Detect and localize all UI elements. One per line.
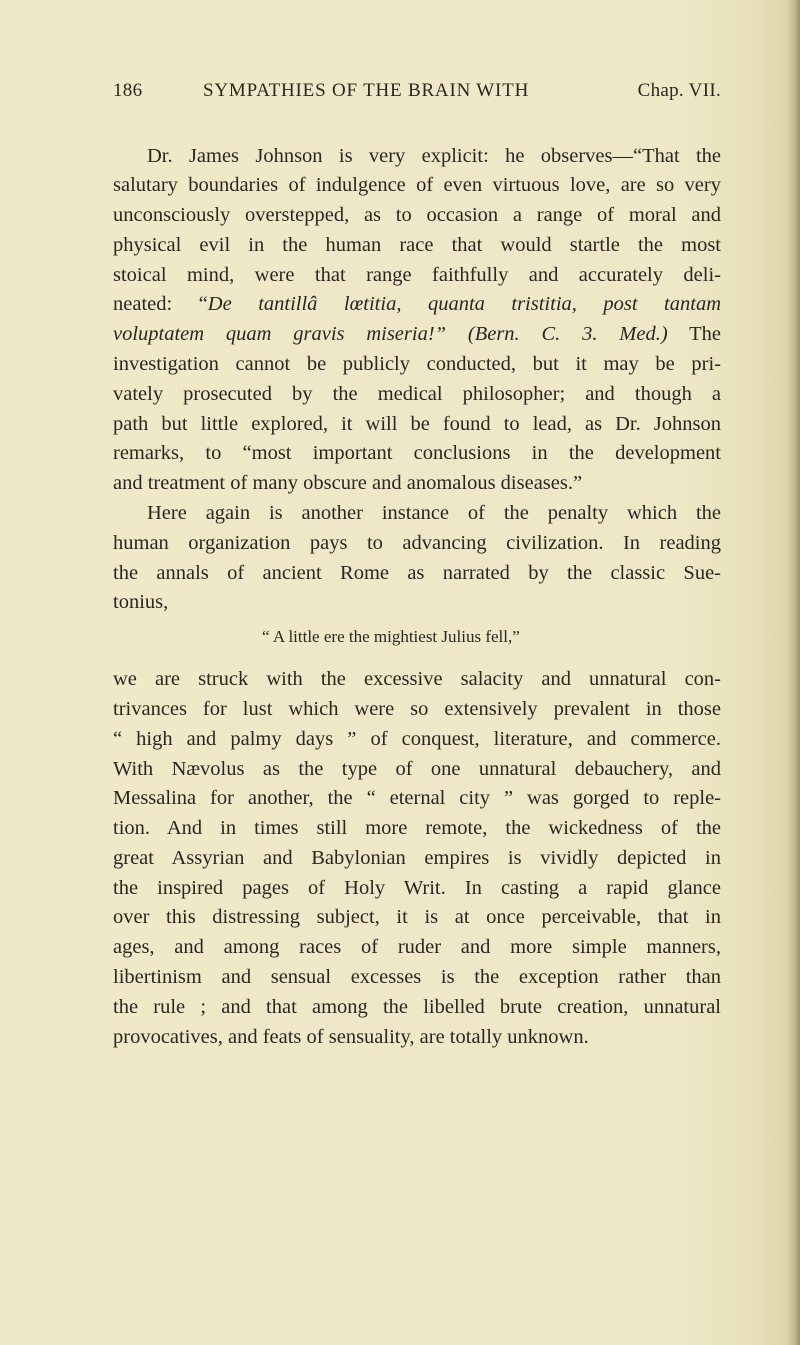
paragraph-1-line-9: vately prosecuted by the medical philosopher; and though a (113, 383, 721, 405)
paragraph-1-line-8: investigation cannot be publicly conducted, but it may be pri- (113, 353, 721, 375)
page-edge-shadow (786, 0, 800, 1345)
paragraph-1-line-3: unconsciously overstepped, as to occasion a range of moral and (113, 204, 721, 226)
paragraph-3-line-4: With Nævolus as the type of one unnatural debauchery, and (113, 758, 721, 780)
paragraph-1-line-1: Dr. James Johnson is very explicit: he observes—“That the (147, 145, 721, 167)
paragraph-3-line-7: great Assyrian and Babylonian empires is vividly depicted in (113, 847, 721, 869)
paragraph-2-line-2: human organization pays to advancing civilization. In reading (113, 532, 721, 554)
page-number: 186 (113, 80, 143, 101)
paragraph-3-line-1: we are struck with the excessive salacity and unnatural con- (113, 668, 721, 690)
paragraph-3-line-12: the rule ; and that among the libelled brute creation, unnatural (113, 996, 721, 1018)
paragraph-2-line-4: tonius, (113, 591, 169, 613)
chapter-label: Chap. VII. (637, 80, 721, 101)
paragraph-1-line-11: remarks, to “most important conclusions in the development (113, 442, 721, 464)
paragraph-3-line-2: trivances for lust which were so extensively prevalent in those (113, 698, 721, 720)
paragraph-3-line-3: “ high and palmy days ” of conquest, literature, and commerce. (113, 728, 721, 750)
paragraph-3-line-5: Messalina for another, the “ eternal city ” was gorged to reple- (113, 787, 721, 809)
paragraph-1-line-5: stoical mind, were that range faithfully and accurately deli- (113, 264, 721, 286)
line-7-end: The (689, 323, 721, 345)
paragraph-1-line-7 (113, 320, 721, 348)
paragraph-3-line-11: libertinism and sensual excesses is the exception rather than (113, 966, 721, 988)
paragraph-3-line-13: provocatives, and feats of sensuality, are totally unknown. (113, 1026, 589, 1048)
line-6-start: neated: “ (113, 293, 208, 315)
latin-quotation-part-2: voluptatem quam gravis miseria!” (113, 323, 447, 345)
paragraph-2-line-3: the annals of ancient Rome as narrated by the classic Sue- (113, 562, 721, 584)
citation: (Bern. C. 3. Med.) (467, 323, 668, 345)
paragraph-2-line-1: Here again is another instance of the penalty which the (147, 502, 721, 524)
paragraph-1-line-10: path but little explored, it will be found to lead, as Dr. Johnson (113, 413, 721, 435)
running-header (113, 80, 721, 110)
paragraph-1-line-6 (113, 290, 721, 318)
verse-quotation: “ A little ere the mightiest Julius fell,” (262, 627, 520, 646)
paragraph-3-line-10: ages, and among races of ruder and more simple manners, (113, 936, 721, 958)
paragraph-3-line-8: the inspired pages of Holy Writ. In casting a rapid glance (113, 877, 721, 899)
paragraph-1-line-2: salutary boundaries of indulgence of even virtuous love, are so very (113, 174, 721, 196)
paragraph-3-line-6: tion. And in times still more remote, the wickedness of the (113, 817, 721, 839)
paragraph-1-line-4: physical evil in the human race that would startle the most (113, 234, 721, 256)
running-head-title: SYMPATHIES OF THE BRAIN WITH (203, 80, 530, 101)
paragraph-1-line-12: and treatment of many obscure and anomalous diseases.” (113, 472, 583, 494)
paragraph-3-line-9: over this distressing subject, it is at once perceivable, that in (113, 906, 721, 928)
latin-quotation-part-1: De tantillâ lœtitia, quanta tristitia, post tantam (207, 293, 721, 315)
